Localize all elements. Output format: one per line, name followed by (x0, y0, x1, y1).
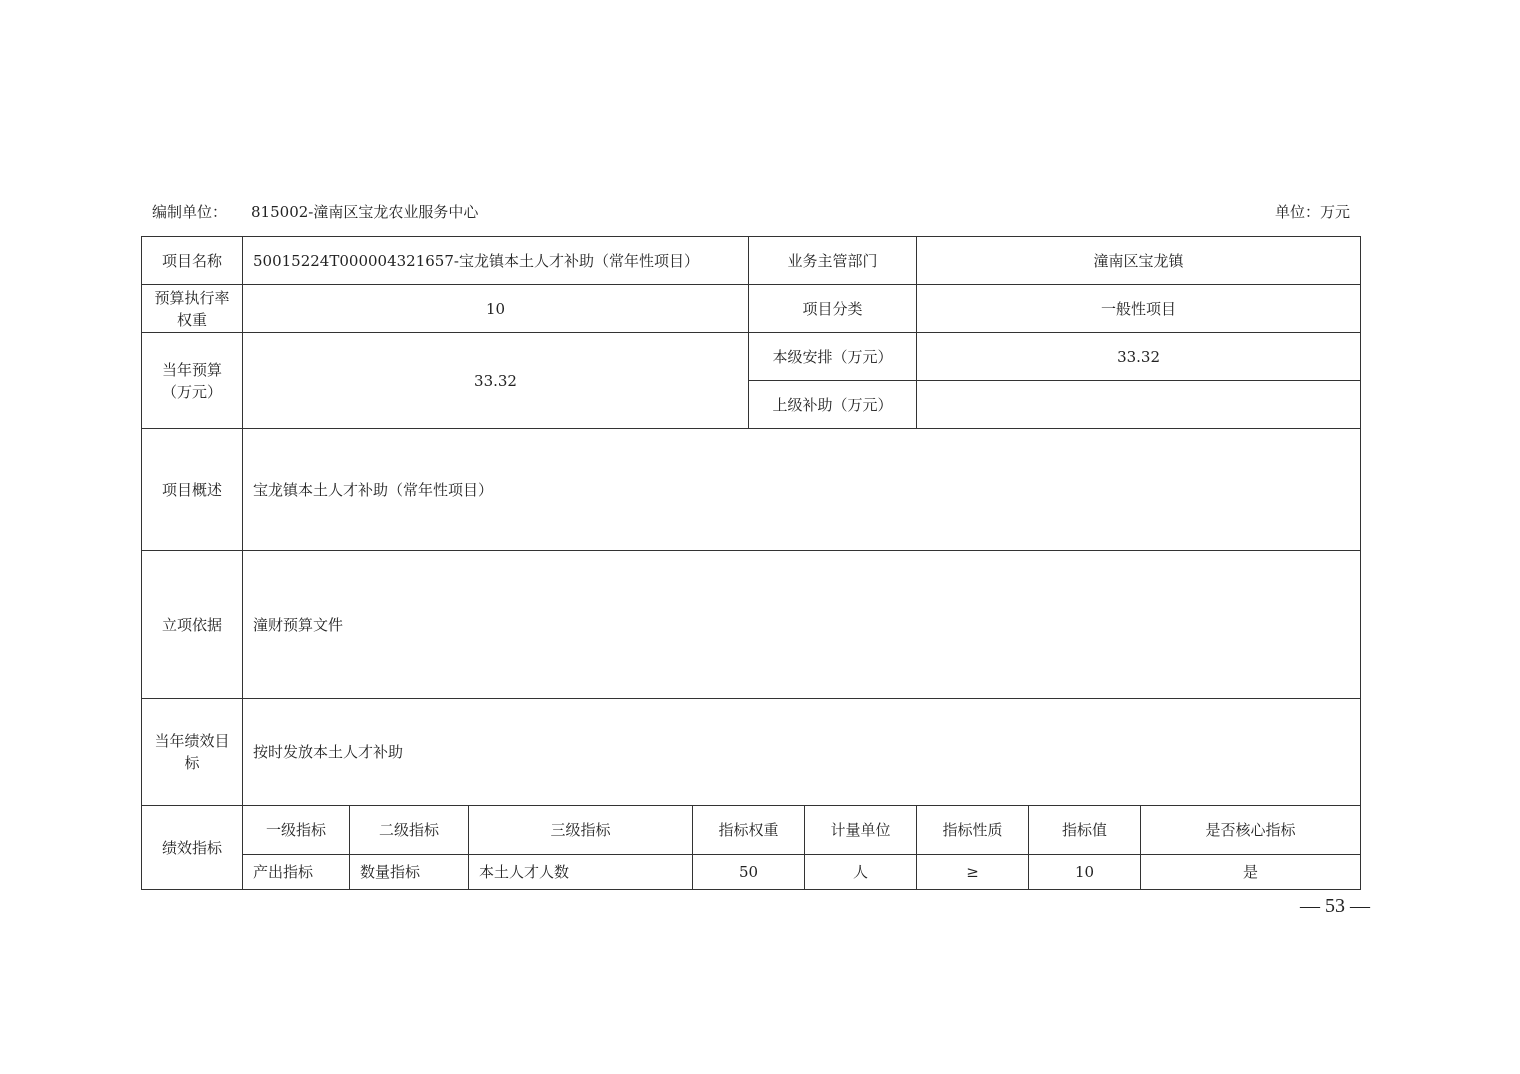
indicator-nature: ≥ (917, 855, 1029, 890)
basis-label: 立项依据 (142, 551, 243, 699)
project-performance-table (141, 236, 1361, 890)
row-goal (142, 699, 1361, 806)
indicator-weight: 50 (693, 855, 805, 890)
indicator-value: 10 (1029, 855, 1141, 890)
local-value: 33.32 (917, 333, 1361, 381)
org-info (152, 201, 478, 222)
budget-value: 33.32 (243, 333, 749, 429)
indicator-level3: 本土人才人数 (469, 855, 693, 890)
org-value: 815002-潼南区宝龙农业服务中心 (251, 203, 479, 221)
indicator-header-level2: 二级指标 (350, 806, 469, 855)
dept-value: 潼南区宝龙镇 (917, 237, 1361, 285)
unit-label: 单位：万元 (1274, 203, 1350, 221)
dept-label: 业务主管部门 (749, 237, 917, 285)
indicator-level2: 数量指标 (350, 855, 469, 890)
indicator-header-weight: 指标权重 (693, 806, 805, 855)
document-header (152, 201, 1350, 225)
goal-label: 当年绩效目标 (142, 699, 243, 806)
indicator-header-unit: 计量单位 (805, 806, 917, 855)
basis-value: 潼财预算文件 (243, 551, 1361, 699)
upper-label: 上级补助（万元） (749, 381, 917, 429)
exec-weight-value: 10 (243, 285, 749, 333)
indicator-header-level3: 三级指标 (469, 806, 693, 855)
indicator-header-row (142, 806, 1361, 855)
indicator-header-nature: 指标性质 (917, 806, 1029, 855)
indicator-header-level1: 一级指标 (243, 806, 350, 855)
upper-value (917, 381, 1361, 429)
category-value: 一般性项目 (917, 285, 1361, 333)
overview-value: 宝龙镇本土人才补助（常年性项目） (243, 429, 1361, 551)
row-project-name (142, 237, 1361, 285)
budget-label: 当年预算（万元） (142, 333, 243, 429)
row-budget (142, 333, 1361, 381)
goal-value: 按时发放本土人才补助 (243, 699, 1361, 806)
indicator-label: 绩效指标 (142, 806, 243, 890)
project-name-value: 50015224T000004321657-宝龙镇本土人才补助（常年性项目） (243, 237, 749, 285)
exec-weight-label: 预算执行率权重 (142, 285, 243, 333)
row-exec-weight (142, 285, 1361, 333)
row-basis (142, 551, 1361, 699)
indicator-unit: 人 (805, 855, 917, 890)
table-row (142, 855, 1361, 890)
org-label: 编制单位： (152, 203, 228, 221)
page-number: — 53 — (1300, 895, 1370, 917)
indicator-core: 是 (1141, 855, 1361, 890)
indicator-header-value: 指标值 (1029, 806, 1141, 855)
overview-label: 项目概述 (142, 429, 243, 551)
local-label: 本级安排（万元） (749, 333, 917, 381)
project-name-label: 项目名称 (142, 237, 243, 285)
indicator-level1: 产出指标 (243, 855, 350, 890)
category-label: 项目分类 (749, 285, 917, 333)
row-overview (142, 429, 1361, 551)
indicator-header-core: 是否核心指标 (1141, 806, 1361, 855)
